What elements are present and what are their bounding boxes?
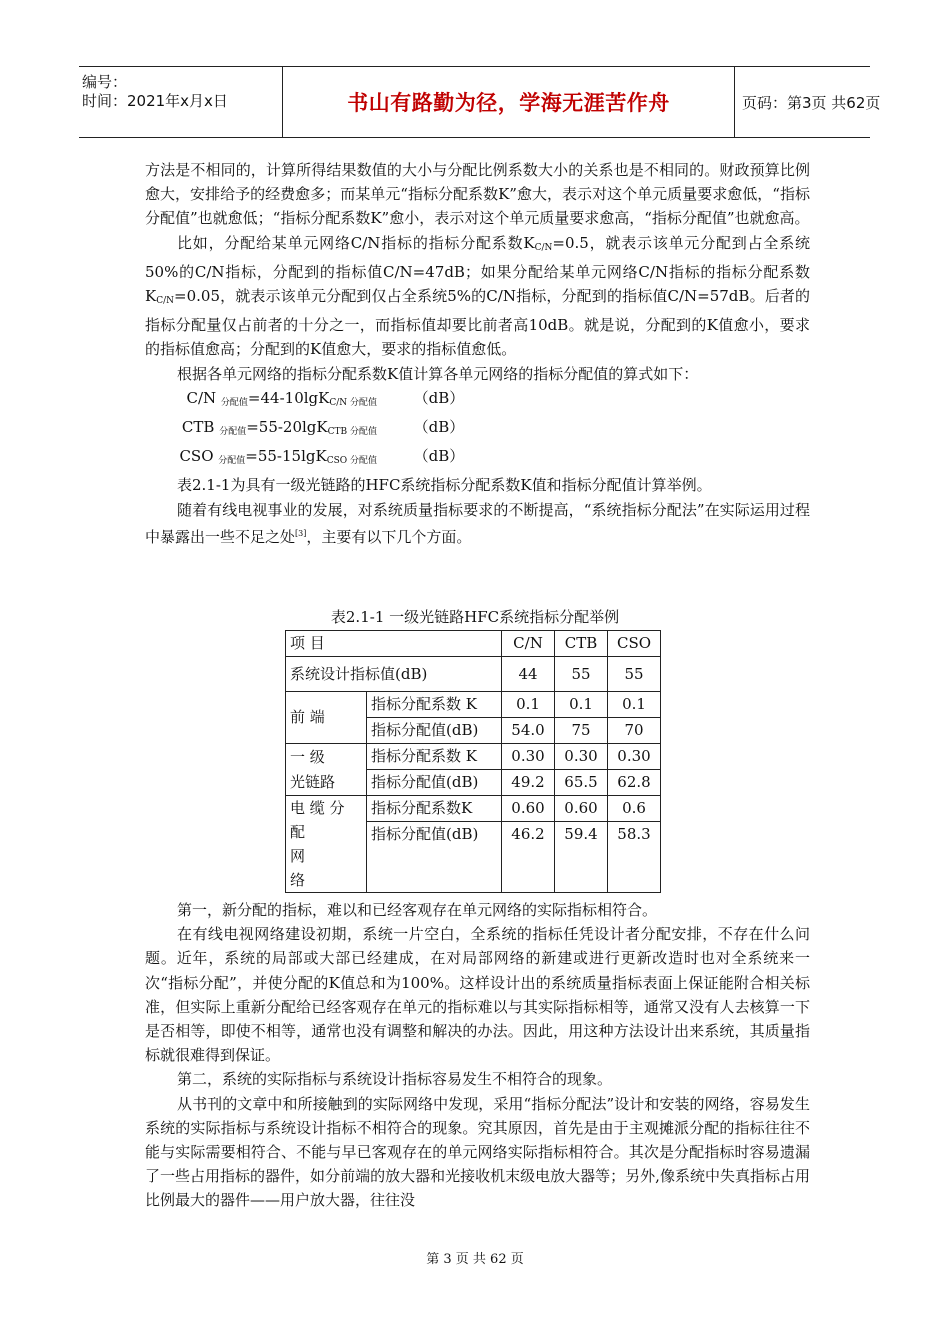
time-label: 时间：2021年x月x日	[82, 92, 228, 110]
table-caption: 表2.1-1 一级光链路HFC系统指标分配举例	[330, 608, 620, 626]
table-cell: 指标分配系数 K	[367, 744, 502, 770]
table-row	[286, 796, 661, 822]
example-paragraph: 比如，分配给某单元网络C/N指标的指标分配系数$K_{C/N}=0.5$，就表示该单元分配到占全系统50%的C/N指标，分配到的指标值C/N=47dB；如果分配给某单元网络C/N指标的指标分配系数$K_{C/N}=0.05$，就表示该单元分配到仅占全系统5%的C/N指标，分配到的指标值C/N=57dB。后者的指标分配量仅占前者的十分之一，而指标值却要比前者高10dB。就是说，分配到的K值愈小，要求的指标值愈高；分配到的K值愈大，要求的指标值愈低。	[145, 233, 810, 359]
table-cell: 62.8	[608, 770, 661, 796]
table-row	[286, 631, 661, 657]
table-row	[286, 744, 661, 770]
allocation-table	[285, 630, 661, 893]
table-cell: 55	[608, 657, 661, 692]
paragraph: 方法是不相同的，计算所得结果数值的大小与分配比例系数大小的关系也是不相同的。财政预算比例愈大，安排给予的经费愈多；而某单元“指标分配系数K”愈大，表示对这个单元质量要求愈低，“指标分配值”也就愈低；“指标分配系数K”愈小，表示对这个单元质量要求愈高，“指标分配值”也就愈高。	[145, 161, 810, 228]
table-cell: 0.1	[608, 692, 661, 718]
table-head-cso: CSO	[608, 631, 661, 657]
table-cell: 75	[555, 718, 608, 744]
paragraph: 在有线电视网络建设初期，系统一片空白，全系统的指标任凭设计者分配安排，不存在什么问题。近年，系统的局部或大部已经建成，在对局部网络的新建或进行更新改造时也对全系统来一次“指标分配”，并使分配的K值总和为100%。这样设计出的系统质量指标表面上保证能附合相关标准，但实际上重新分配给已经客观存在单元的指标难以与其实际指标相等，通常又没有人去核算一下是否相等，即使不相等，通常也没有调整和解决的办法。因此，用这种方法设计出来系统，其质量指标就很难得到保证。	[145, 925, 810, 1065]
table-cell: 0.60	[555, 796, 608, 822]
group-label: 一 级 光链路	[286, 744, 367, 796]
paragraph: 第二，系统的实际指标与系统设计指标容易发生不相符合的现象。	[177, 1070, 613, 1089]
paragraph: 随着有线电视事业的发展，对系统质量指标要求的不断提高，“系统指标分配法”在实际运用过程中暴露出一些不足之处[3]，主要有以下几个方面。	[145, 500, 810, 546]
table-cell: 指标分配值(dB)	[367, 718, 502, 744]
paragraph: 从书刊的文章中和所接触到的实际网络中发现，采用“指标分配法”设计和安装的网络，容易发生系统的实际指标与系统设计指标不相符合的现象。究其原因，首先是由于主观摊派分配的指标往往不能与实际需要相符合、不能与早已客观存在的单元网络实际指标相符合。其次是分配指标时容易遗漏了一些占用指标的器件，如分前端的放大器和光接收机末级电放大器等；另外,像系统中失真指标占用比例最大的器件——用户放大器，往往没	[145, 1094, 810, 1210]
table-head-cn: C/N	[502, 631, 555, 657]
table-cell: 0.30	[502, 744, 555, 770]
citation: [3]	[295, 528, 307, 538]
table-cell: 70	[608, 718, 661, 744]
header-page-label: 页码：第3页 共62页	[742, 93, 881, 112]
table-row	[286, 692, 661, 718]
table-cell: 系统设计指标值(dB)	[286, 657, 502, 692]
formula-cso: CSO 分配值=55-15lgKCSO 分配值 （dB）	[179, 447, 465, 467]
table-cell: 指标分配值(dB)	[367, 770, 502, 796]
group-label: 前 端	[286, 692, 367, 744]
table-cell: 0.30	[555, 744, 608, 770]
table-row	[286, 657, 661, 692]
table-cell: 54.0	[502, 718, 555, 744]
formula-cn: C/N 分配值=44-10lgKC/N 分配值 （dB）	[186, 388, 465, 408]
table-cell: 0.6	[608, 796, 661, 822]
table-cell: 指标分配系数K	[367, 796, 502, 822]
group-label: 电 缆 分 配 网 络	[286, 796, 367, 893]
table-cell: 0.60	[502, 796, 555, 822]
paragraph: 根据各单元网络的指标分配系数K值计算各单元网络的指标分配值的算式如下：	[177, 364, 699, 383]
table-cell: 44	[502, 657, 555, 692]
table-cell: 65.5	[555, 770, 608, 796]
table-cell: 指标分配系数 K	[367, 692, 502, 718]
number-label: 编号：	[82, 73, 128, 91]
table-cell: 0.30	[608, 744, 661, 770]
table-cell: 55	[555, 657, 608, 692]
table-cell: 46.2	[502, 822, 555, 893]
page-header	[79, 66, 881, 138]
header-motto: 书山有路勤为径，学海无涯苦作舟	[283, 67, 735, 137]
table-cell: 0.1	[555, 692, 608, 718]
page-footer: 第 3 页 共 62 页	[426, 1252, 524, 1267]
body-text-top	[145, 158, 810, 549]
header-meta	[79, 67, 283, 137]
body-text-bottom	[145, 898, 810, 1213]
table-cell: 58.3	[608, 822, 661, 893]
table-head-ctb: CTB	[555, 631, 608, 657]
table-cell: 59.4	[555, 822, 608, 893]
table-cell: 49.2	[502, 770, 555, 796]
table-cell: 0.1	[502, 692, 555, 718]
paragraph: 表2.1-1为具有一级光链路的HFC系统指标分配系数K值和指标分配值计算举例。	[177, 476, 712, 495]
table-head-item: 项 目	[286, 631, 502, 657]
formula-ctb: CTB 分配值=55-20lgKCTB 分配值 （dB）	[181, 418, 465, 438]
paragraph: 第一，新分配的指标，难以和已经客观存在单元网络的实际指标相符合。	[177, 901, 658, 919]
table-cell: 指标分配值(dB)	[367, 822, 502, 893]
